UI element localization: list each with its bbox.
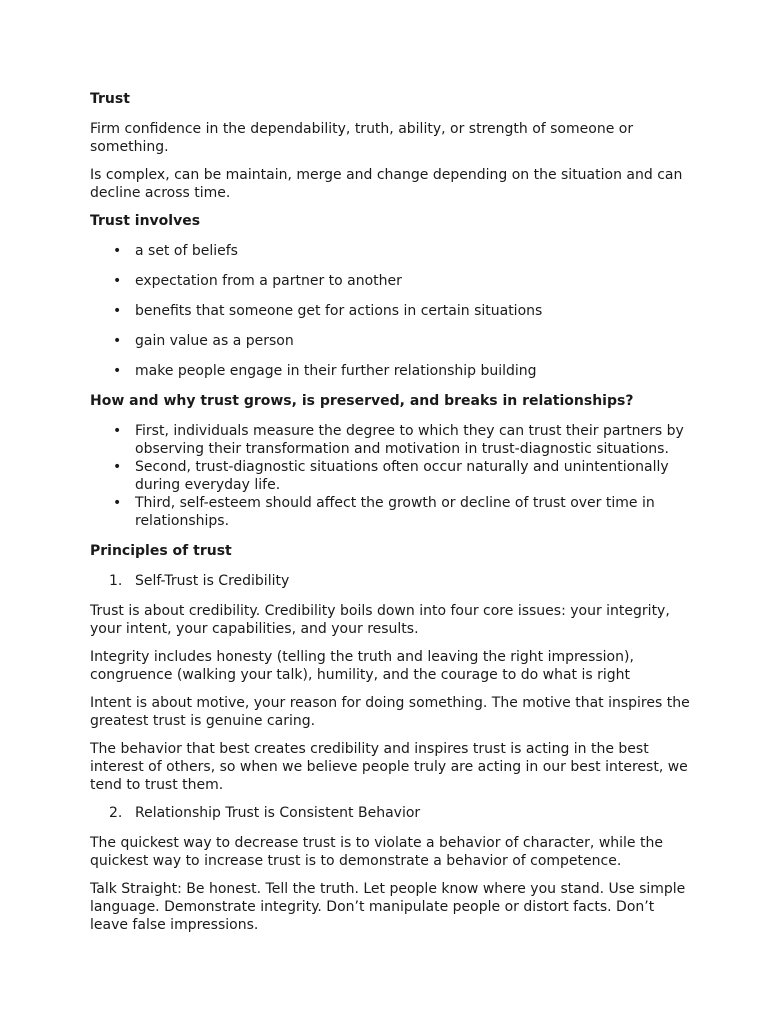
number-marker: 2.: [109, 805, 123, 821]
bullet-icon: •: [113, 459, 122, 475]
intro-paragraph: Is complex, can be maintain, merge and change depending on the situation and can decline across time.: [90, 167, 683, 201]
intro-paragraph: Firm confidence in the dependability, truth, ability, or strength of someone or something.: [90, 121, 634, 155]
grows-list: [90, 422, 690, 530]
bullet-icon: •: [113, 363, 122, 379]
list-item-text: Third, self-esteem should affect the growth or decline of trust over time in relationships.: [135, 495, 655, 529]
list-item: [90, 302, 690, 320]
list-item: [90, 272, 690, 290]
involves-list: [90, 242, 690, 380]
list-item: [90, 458, 690, 494]
list-item: [90, 422, 690, 458]
document-title: Trust: [90, 91, 130, 107]
bullet-icon: •: [113, 423, 122, 439]
body-paragraph: Talk Straight: Be honest. Tell the truth. Let people know where you stand. Use simple language. Demonstrate integrity. Don’t manipulate people or distort facts. Don’t leave false impressions.: [90, 881, 686, 933]
numbered-item: [90, 804, 690, 822]
list-item-text: Second, trust-diagnostic situations often occur naturally and unintentionally during everyday life.: [135, 459, 669, 493]
body-paragraph: The behavior that best creates credibility and inspires trust is acting in the best interest of others, so when we believe people truly are acting in our best interest, we tend to trust them.: [90, 741, 688, 793]
number-marker: 1.: [109, 573, 123, 589]
body-paragraph: Integrity includes honesty (telling the truth and leaving the right impression), congruence (walking your talk), humility, and the courage to do what is right: [90, 649, 634, 683]
list-item-text: a set of beliefs: [135, 243, 238, 259]
body-paragraph: Intent is about motive, your reason for doing something. The motive that inspires the greatest trust is genuine caring.: [90, 695, 690, 729]
list-item-text: make people engage in their further relationship building: [135, 363, 537, 379]
numbered-item-label: Self-Trust is Credibility: [135, 573, 290, 589]
section-heading-grows: How and why trust grows, is preserved, and breaks in relationships?: [90, 393, 634, 409]
section-heading-principles: Principles of trust: [90, 543, 232, 559]
list-item-text: gain value as a person: [135, 333, 294, 349]
section-heading-involves: Trust involves: [90, 213, 201, 229]
numbered-item: [90, 572, 690, 590]
body-paragraph: The quickest way to decrease trust is to violate a behavior of character, while the quickest way to increase trust is to demonstrate a behavior of competence.: [90, 835, 663, 869]
list-item-text: benefits that someone get for actions in certain situations: [135, 303, 543, 319]
numbered-item-label: Relationship Trust is Consistent Behavior: [135, 805, 421, 821]
list-item: [90, 362, 690, 380]
bullet-icon: •: [113, 243, 122, 259]
document-page: [90, 90, 690, 944]
list-item-text: expectation from a partner to another: [135, 273, 402, 289]
bullet-icon: •: [113, 333, 122, 349]
list-item: [90, 494, 690, 530]
body-paragraph: Trust is about credibility. Credibility boils down into four core issues: your integrity, your intent, your capabilities, and your results.: [90, 603, 670, 637]
list-item: [90, 242, 690, 260]
list-item: [90, 332, 690, 350]
bullet-icon: •: [113, 495, 122, 511]
bullet-icon: •: [113, 303, 122, 319]
bullet-icon: •: [113, 273, 122, 289]
list-item-text: First, individuals measure the degree to which they can trust their partners by observing their transformation and motivation in trust-diagnostic situations.: [135, 423, 684, 457]
